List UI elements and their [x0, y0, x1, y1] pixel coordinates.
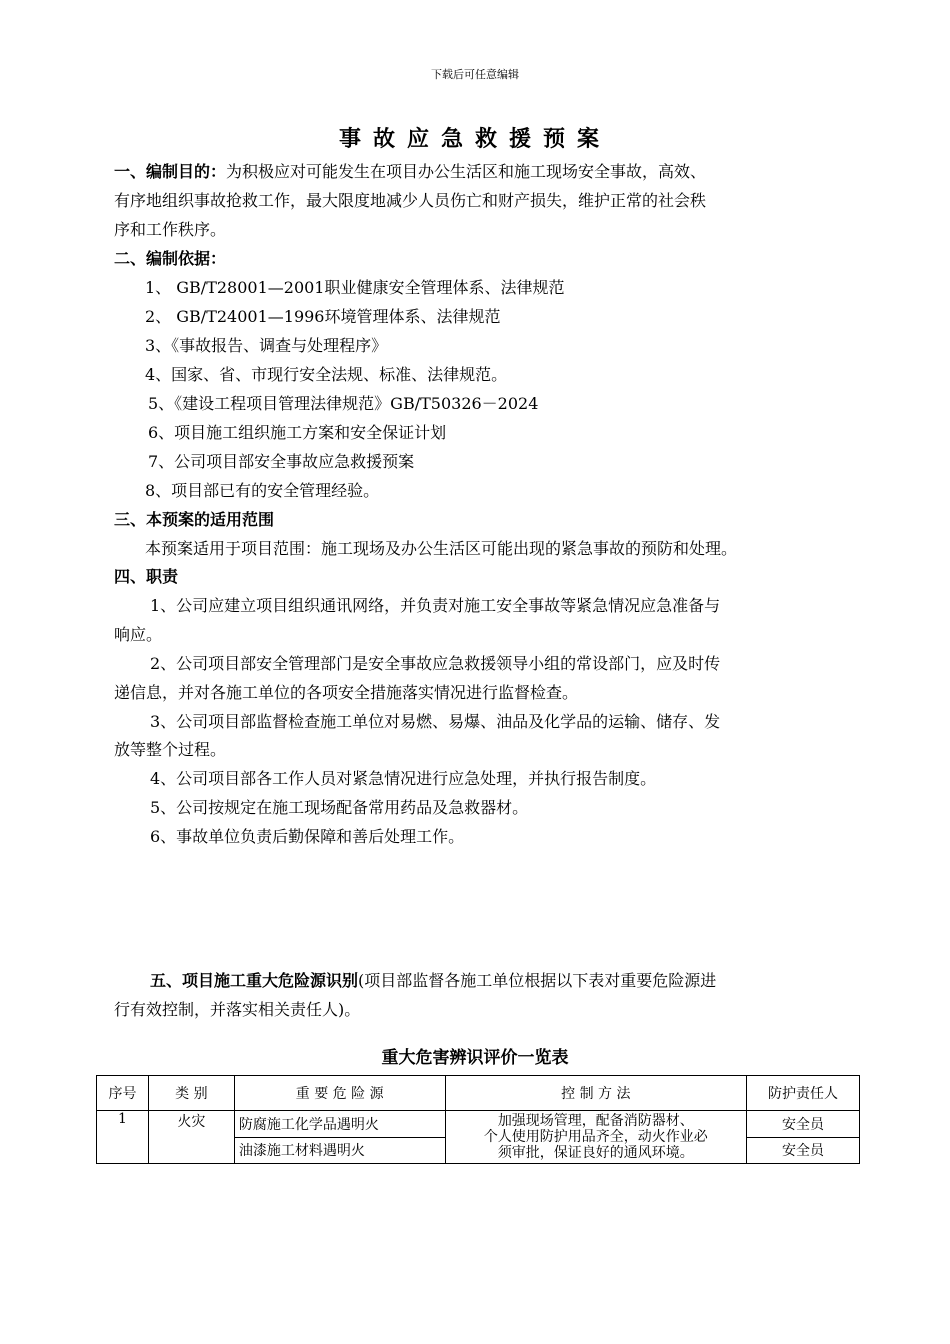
section-2-heading: 二、编制依据：	[114, 249, 227, 268]
cell-source: 防腐施工化学品遇明火	[234, 1111, 445, 1138]
duty-item-cont: 响应。	[114, 625, 163, 644]
duty-item: 1、公司应建立项目组织通讯网络，并负责对施工安全事故等紧急情况应急准备与	[150, 596, 721, 615]
duty-item: 3、公司项目部监督检查施工单位对易燃、易爆、油品及化学品的运输、储存、发	[150, 712, 721, 731]
duty-item-cont: 放等整个过程。	[114, 740, 227, 759]
control-line: 须审批，保证良好的通风环境。	[497, 1145, 694, 1161]
cell-person: 安全员	[747, 1137, 860, 1164]
document-title: 事故应急救援预案	[338, 126, 611, 152]
table-title: 重大危害辨识评价一览表	[381, 1048, 569, 1068]
section-1-heading: 一、编制目的：	[114, 162, 227, 181]
cell-control	[445, 1111, 747, 1164]
section-1-text: 为积极应对可能发生在项目办公生活区和施工现场安全事故，高效、	[226, 162, 707, 181]
cell-category: 火灾	[148, 1111, 234, 1164]
basis-item: 8、项目部已有的安全管理经验。	[145, 481, 380, 500]
section-5-heading: 五、项目施工重大危险源识别	[150, 971, 359, 990]
hazard-table	[96, 1075, 860, 1164]
section-5-line-1	[150, 966, 880, 995]
header-note: 下载后可任意编辑	[431, 68, 519, 81]
section-4-heading: 四、职责	[114, 567, 179, 586]
table-header-row	[97, 1076, 860, 1111]
basis-item: 6、项目施工组织施工方案和安全保证计划	[148, 423, 447, 442]
duty-item: 2、公司项目部安全管理部门是安全事故应急救援领导小组的常设部门，应及时传	[150, 654, 721, 673]
basis-item: 2、 GB/T24001—1996环境管理体系、法律规范	[145, 307, 501, 326]
duty-item: 5、公司按规定在施工现场配备常用药品及急救器材。	[150, 798, 529, 817]
section-1-line-1	[114, 157, 844, 186]
header-control: 控 制 方 法	[445, 1076, 747, 1111]
control-line: 个人使用防护用品齐全，动火作业必	[483, 1129, 708, 1145]
basis-item: 5、《建设工程项目管理法律规范》GB/T50326－2024	[148, 394, 539, 413]
cell-no: 1	[97, 1111, 149, 1164]
cell-source: 油漆施工材料遇明火	[234, 1137, 445, 1164]
table-row	[97, 1111, 860, 1138]
header-category: 类 别	[148, 1076, 234, 1111]
basis-item: 4、国家、省、市现行安全法规、标准、法律规范。	[145, 365, 508, 384]
section-5-text: (项目部监督各施工单位根据以下表对重要危险源进	[358, 971, 717, 990]
header-no: 序号	[97, 1076, 149, 1111]
duty-item: 4、公司项目部各工作人员对紧急情况进行应急处理，并执行报告制度。	[150, 769, 657, 788]
section-1-line-3: 序和工作秩序。	[114, 220, 227, 239]
section-5-line-2: 行有效控制，并落实相关责任人)。	[114, 1000, 361, 1019]
duty-item: 6、事故单位负责后勤保障和善后处理工作。	[150, 827, 465, 846]
basis-item: 1、 GB/T28001—2001职业健康安全管理体系、法律规范	[145, 278, 565, 297]
basis-item: 7、公司项目部安全事故应急救援预案	[148, 452, 415, 471]
duty-item-cont: 递信息，并对各施工单位的各项安全措施落实情况进行监督检查。	[114, 683, 579, 702]
section-3-heading: 三、本预案的适用范围	[114, 510, 275, 529]
section-3-text: 本预案适用于项目范围：施工现场及办公生活区可能出现的紧急事故的预防和处理。	[145, 539, 738, 558]
cell-person: 安全员	[747, 1111, 860, 1138]
section-1-line-2: 有序地组织事故抢救工作，最大限度地减少人员伤亡和财产损失，维护正常的社会秩	[114, 191, 707, 210]
control-line: 加强现场管理，配备消防器材、	[497, 1113, 694, 1129]
basis-item: 3、《事故报告、调查与处理程序》	[145, 336, 388, 355]
header-person: 防护责任人	[747, 1076, 860, 1111]
header-source: 重 要 危 险 源	[234, 1076, 445, 1111]
